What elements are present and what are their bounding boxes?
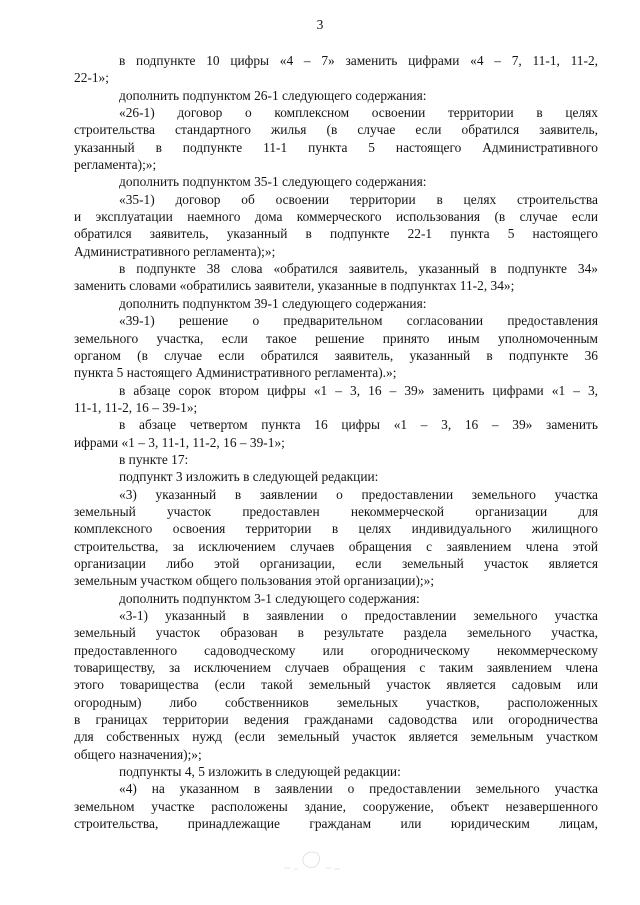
text-line: дополнить подпунктом 39-1 следующего содержания: [119,295,427,311]
text-line: «4) на указанном в заявлении о предоставлении земельного участка [119,781,598,797]
text-line: 22-1»; [74,70,109,86]
text-line: земельном участке расположены здание, сооружение, объект незавершенного [74,798,598,814]
text-line: «3) указанный в заявлении о предоставлении земельного участка [119,486,598,502]
text-line: этого товарищества (если такой земельный участок является садовым или [74,677,598,693]
page-number: 3 [316,17,324,32]
text-line: огородным) либо собственников земельных участков, расположенных [74,694,598,710]
text-line: в подпункте 10 цифры «4 – 7» заменить цифрами «4 – 7, 11-1, 11-2, [119,53,598,68]
text-line: комплексного освоения территории в целях индивидуального жилищного [74,521,598,537]
text-line: дополнить подпунктом 3-1 следующего содержания: [119,590,420,606]
document-body [74,52,598,832]
text-line: органом (в случае если обратился заявитель, указанный в подпункте 36 [74,347,598,363]
text-line: в абзаце четвертом пункта 16 цифры «1 – 3, 16 – 39» заменить [119,417,598,433]
text-line: Административного регламента);»; [74,243,276,259]
text-line: указанный в подпункте 11-1 пункта 5 настоящего Административного [74,139,598,155]
text-line: «3-1) указанный в заявлении о предоставлении земельного участка [119,608,598,623]
text-line: предоставленного садоводческому или огородническому некоммерческому [74,642,598,658]
text-line: товариществу, за исключением случаев обращения с таким заявлением члена [74,660,598,676]
text-line: дополнить подпунктом 26-1 следующего содержания: [119,87,427,103]
text-line: обратился заявитель, указанный в подпункте 22-1 пункта 5 настоящего [74,226,598,242]
text-line: земельный участок предоставлен некоммерческой организации для [74,503,598,519]
text-line: строительства стандартного жилья (в случае если обратился заявитель, [74,122,598,138]
text-line: заменить словами «обратились заявители, указанные в подпунктах 11-2, 34»; [74,278,515,294]
text-line: «35-1) договор об освоении территории в целях строительства [119,191,598,207]
text-line: земельного участка, если такое решение принято иным уполномоченным [74,330,598,346]
text-line: и эксплуатации наемного дома коммерческого использования (в случае если [74,209,598,225]
text-line: земельным участком общего пользования этой организации);»; [74,573,435,589]
text-line: в границах территории ведения гражданами садоводства или огородничества [74,712,598,728]
text-line: организации либо этой организации, если земельный участок является [74,555,598,571]
text-line: в пункте 17: [119,451,189,467]
text-line: регламента);»; [74,157,157,173]
text-line: ифрами «1 – 3, 11-1, 11-2, 16 – 39-1»; [74,434,285,450]
text-line: «39-1) решение о предварительном согласовании предоставления [119,313,598,329]
text-line: «26-1) договор о комплексном освоении территории в целях [119,105,598,121]
text-line: подпункты 4, 5 изложить в следующей редакции: [119,764,401,780]
text-line: пункта 5 настоящего Административного регламента).»; [74,365,397,381]
text-line: земельный участок образован в результате раздела земельного участка, [74,625,598,641]
text-line: для собственных нужд (если земельный участок является земельным участком [74,729,598,745]
text-line: строительства, за исключением случаев обращения с заявлением члена этой [74,538,598,554]
text-line: в подпункте 38 слова «обратился заявитель, указанный в подпункте 34» [119,261,598,277]
text-line: в абзаце сорок втором цифры «1 – 3, 16 – 39» заменить цифрами «1 – 3, [119,382,598,398]
faint-stamp-mark [282,848,342,874]
text-line: подпункт 3 изложить в следующей редакции: [119,469,379,485]
text-line: общего назначения);»; [74,746,202,762]
text-line: строительства, принадлежащие гражданам или юридическим лицам, [74,816,598,832]
text-line: дополнить подпунктом 35-1 следующего содержания: [119,174,427,190]
text-line: 11-1, 11-2, 16 – 39-1»; [74,399,198,415]
